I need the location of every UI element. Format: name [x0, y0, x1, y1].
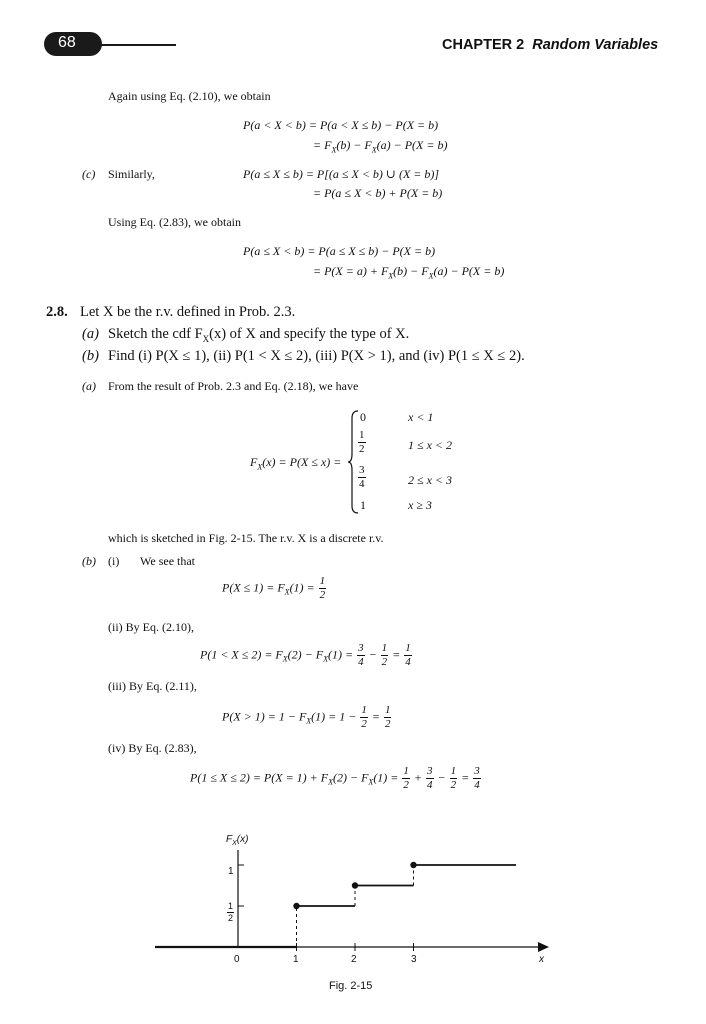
sketch-text: which is sketched in Fig. 2-15. The r.v. X is a discrete r.v. — [108, 531, 384, 545]
cdf-case-2-value: $\frac{1}{2}$ — [359, 429, 365, 455]
chart-x-tick-1: 1 — [293, 954, 299, 965]
equation-6: = $P(X = a) + F_X(b) - F_X(a) - P(X = b)$ — [313, 264, 505, 281]
solution-b-i-label: (i) — [108, 554, 120, 568]
solution-b-i-text: We see that — [140, 554, 196, 568]
eq-ii: $P(1 < X \le 2) = F_X(2) - F_X(1)$ = $\frac{3}{4}$ − $\frac{1}{2}$ = $\frac{1}{4}$ — [200, 642, 411, 668]
equation-4: = P(a ≤ X < b) + P(X = b) — [313, 186, 443, 200]
chart-x-tick-2: 2 — [351, 954, 357, 965]
equation-5: P(a ≤ X < b) = P(a ≤ X ≤ b) − P(X = b) — [243, 244, 436, 258]
solution-b-label: (b) — [82, 554, 96, 568]
part-iv-text: (iv) By Eq. (2.83), — [108, 741, 197, 755]
chart-y-tick-half: $\frac{1}{2}$ — [228, 901, 234, 923]
cdf-case-1-value: 0 — [360, 410, 366, 424]
cdf-brace — [348, 410, 360, 514]
solution-a-label: (a) — [82, 379, 96, 393]
chapter-number: CHAPTER 2 — [442, 37, 525, 53]
equation-3: P(a ≤ X ≤ b) = P[(a ≤ X < b) ∪ (X = b)] — [243, 167, 440, 181]
figure-caption: Fig. 2-15 — [329, 980, 373, 992]
jump-point-1 — [352, 882, 358, 888]
problem-number: 2.8. — [46, 304, 68, 320]
problem-b-text: Find (i) P(X ≤ 1), (ii) P(1 < X ≤ 2), (iii) P(X > 1), and (iv) P(1 ≤ X ≤ 2). — [108, 348, 525, 364]
part-ii-text: (ii) By Eq. (2.10), — [108, 620, 194, 634]
problem-a-label: (a) — [82, 326, 99, 342]
chart-y-tick-one: 1 — [228, 866, 234, 877]
part-c-label: (c) — [82, 167, 96, 181]
part-c-text: Similarly, — [108, 167, 155, 181]
solution-a-text: From the result of Prob. 2.3 and Eq. (2.18), we have — [108, 379, 359, 393]
problem-a-text: Sketch the cdf $F_X(x)$ of X and specify the type of X. — [108, 326, 410, 344]
eq-i: $P(X \le 1) = F_X(1)$ = $\frac{1}{2}$ — [222, 575, 326, 601]
cdf-case-2-condition: 1 ≤ x < 2 — [408, 438, 453, 452]
eq-iv: $P(1 \le X \le 2) = P(X = 1) + F_X(2) - F_X(1)$ = $\frac{1}{2}$ + $\frac{3}{4}$ − $\frac{1}{2}$ = $\frac{3}{4}$ — [190, 765, 480, 791]
part-iii-text: (iii) By Eq. (2.11), — [108, 679, 197, 693]
cdf-case-1-condition: x < 1 — [408, 410, 434, 424]
header-rule — [98, 44, 176, 46]
x-axis-arrow — [538, 942, 549, 952]
using-text: Using Eq. (2.83), we obtain — [108, 215, 241, 229]
chart-x-tick-0: 0 — [234, 954, 240, 965]
jump-point-2 — [410, 862, 416, 868]
eq-iii: $P(X > 1) = 1 - F_X(1) = 1$ − $\frac{1}{2}$ = $\frac{1}{2}$ — [222, 704, 391, 730]
cdf-case-3-condition: 2 ≤ x < 3 — [408, 473, 453, 487]
cdf-case-4-condition: x ≥ 3 — [408, 498, 432, 512]
cdf-case-4-value: 1 — [360, 498, 366, 512]
chart-y-label: $F_X(x)$ — [226, 834, 249, 847]
chart-x-tick-3: 3 — [411, 954, 417, 965]
jump-point-0 — [293, 903, 299, 909]
equation-1: P(a < X < b) = P(a < X ≤ b) − P(X = b) — [243, 118, 439, 132]
problem-b-label: (b) — [82, 348, 99, 364]
page-number: 68 — [58, 34, 76, 51]
cdf-lhs: $F_X(x) = P(X \le x)$ = — [250, 455, 342, 472]
chart-x-label: x — [539, 954, 544, 965]
cdf-case-3-value: $\frac{3}{4}$ — [359, 464, 365, 490]
intro-text: Again using Eq. (2.10), we obtain — [108, 89, 271, 103]
equation-2: = $F_X(b) - F_X(a) - P(X = b)$ — [313, 138, 448, 155]
chapter-label — [442, 37, 658, 53]
problem-statement: Let X be the r.v. defined in Prob. 2.3. — [80, 304, 296, 320]
chapter-title: Random Variables — [532, 37, 659, 53]
